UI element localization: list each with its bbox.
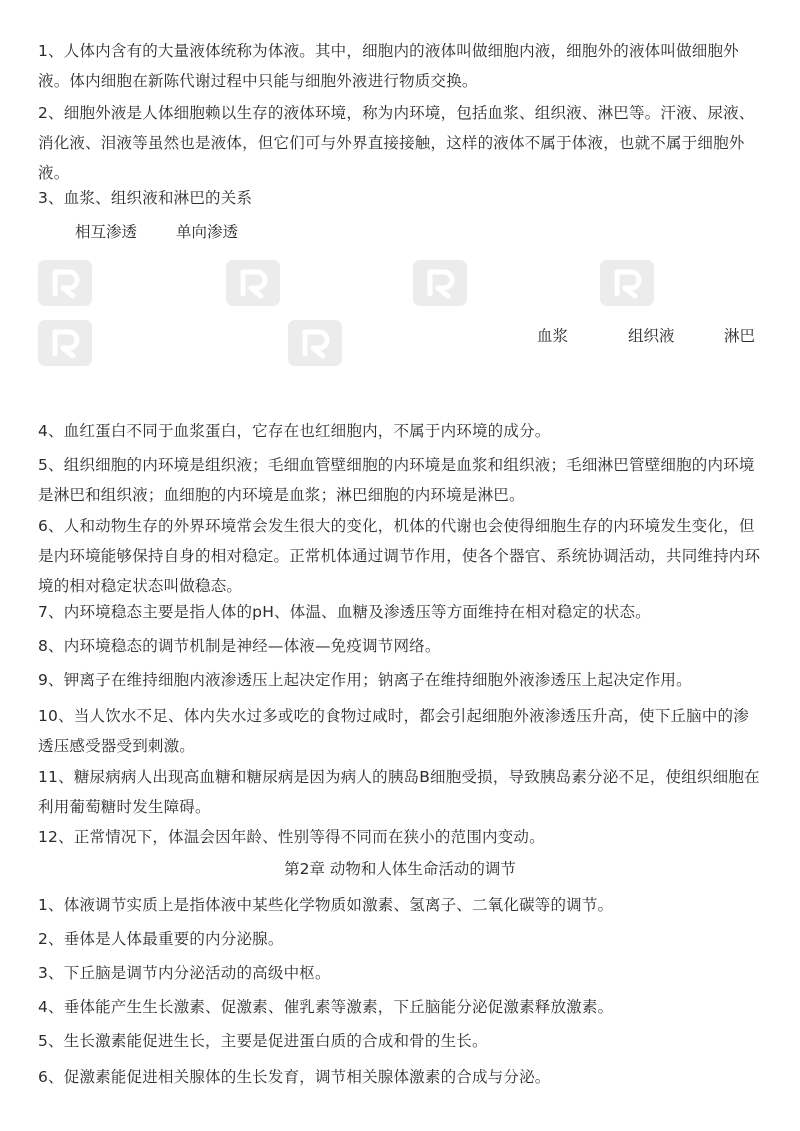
paragraph-10: 10、当人饮水不足、体内失水过多或吃的食物过咸时，都会引起细胞外液渗透压升高，使下丘脑中的渗透压感受器受到刺激。 [38, 707, 749, 755]
paragraph-11: 11、糖尿病病人出现高血糖和糖尿病是因为病人的胰岛B细胞受损，导致胰岛素分泌不足，使组织细胞在利用葡萄糖时发生障碍。 [38, 768, 760, 816]
chapter2-paragraph-2: 2、垂体是人体最重要的内分泌腺。 [38, 930, 284, 948]
paragraph-8: 8、内环境稳态的调节机制是神经—体液—免疫调节网络。 [38, 637, 441, 655]
label-lymph: 淋巴 [724, 327, 756, 345]
paragraph-12: 12、正常情况下，体温会因年龄、性别等得不同而在狭小的范围内变动。 [38, 828, 545, 846]
logo-placeholder-icon [38, 260, 92, 306]
chapter2-paragraph-6: 6、促激素能促进相关腺体的生长发育，调节相关腺体激素的合成与分泌。 [38, 1068, 551, 1086]
logo-placeholder-icon [288, 320, 342, 366]
chapter-title: 第2章 动物和人体生命活动的调节 [284, 860, 516, 878]
label-tissue-fluid: 组织液 [628, 327, 675, 345]
logo-placeholder-icon [38, 320, 92, 366]
logo-placeholder-icon [413, 260, 467, 306]
chapter2-paragraph-4: 4、垂体能产生生长激素、促激素、催乳素等激素，下丘脑能分泌促激素释放激素。 [38, 998, 614, 1016]
paragraph-7: 7、内环境稳态主要是指人体的pH、体温、血糖及渗透压等方面维持在相对稳定的状态。 [38, 603, 651, 621]
chapter2-paragraph-5: 5、生长激素能促进生长，主要是促进蛋白质的合成和骨的生长。 [38, 1032, 488, 1050]
chapter2-paragraph-1: 1、体液调节实质上是指体液中某些化学物质如激素、氢离子、二氧化碳等的调节。 [38, 896, 614, 914]
label-oneway-osmosis: 单向渗透 [176, 223, 239, 241]
label-mutual-osmosis: 相互渗透 [75, 223, 138, 241]
paragraph-3: 3、血浆、组织液和淋巴的关系 [38, 189, 253, 207]
paragraph-1: 1、人体内含有的大量液体统称为体液。其中，细胞内的液体叫做细胞内液，细胞外的液体叫做细胞外液。体内细胞在新陈代谢过程中只能与细胞外液进行物质交换。 [38, 42, 739, 90]
chapter2-paragraph-3: 3、下丘脑是调节内分泌活动的高级中枢。 [38, 964, 331, 982]
paragraph-4: 4、血红蛋白不同于血浆蛋白，它存在也红细胞内，不属于内环境的成分。 [38, 422, 551, 440]
logo-placeholder-icon [600, 260, 654, 306]
paragraph-2: 2、细胞外液是人体细胞赖以生存的液体环境，称为内环境，包括血浆、组织液、淋巴等。汗液、尿液、消化液、泪液等虽然也是液体，但它们可与外界直接接触，这样的液体不属于体液，也就不属于细胞外液。 [38, 104, 755, 182]
label-plasma: 血浆 [537, 327, 569, 345]
paragraph-6: 6、人和动物生存的外界环境常会发生很大的变化，机体的代谢也会使得细胞生存的内环境发生变化，但是内环境能够保持自身的相对稳定。正常机体通过调节作用，使各个器官、系统协调活动，共同维持内环境的相对稳定状态叫做稳态。 [38, 517, 761, 595]
paragraph-5: 5、组织细胞的内环境是组织液；毛细血管壁细胞的内环境是血浆和组织液；毛细淋巴管壁细胞的内环境是淋巴和组织液；血细胞的内环境是血浆；淋巴细胞的内环境是淋巴。 [38, 456, 755, 504]
logo-placeholder-icon [226, 260, 280, 306]
paragraph-9: 9、钾离子在维持细胞内液渗透压上起决定作用；钠离子在维持细胞外液渗透压上起决定作用。 [38, 671, 692, 689]
